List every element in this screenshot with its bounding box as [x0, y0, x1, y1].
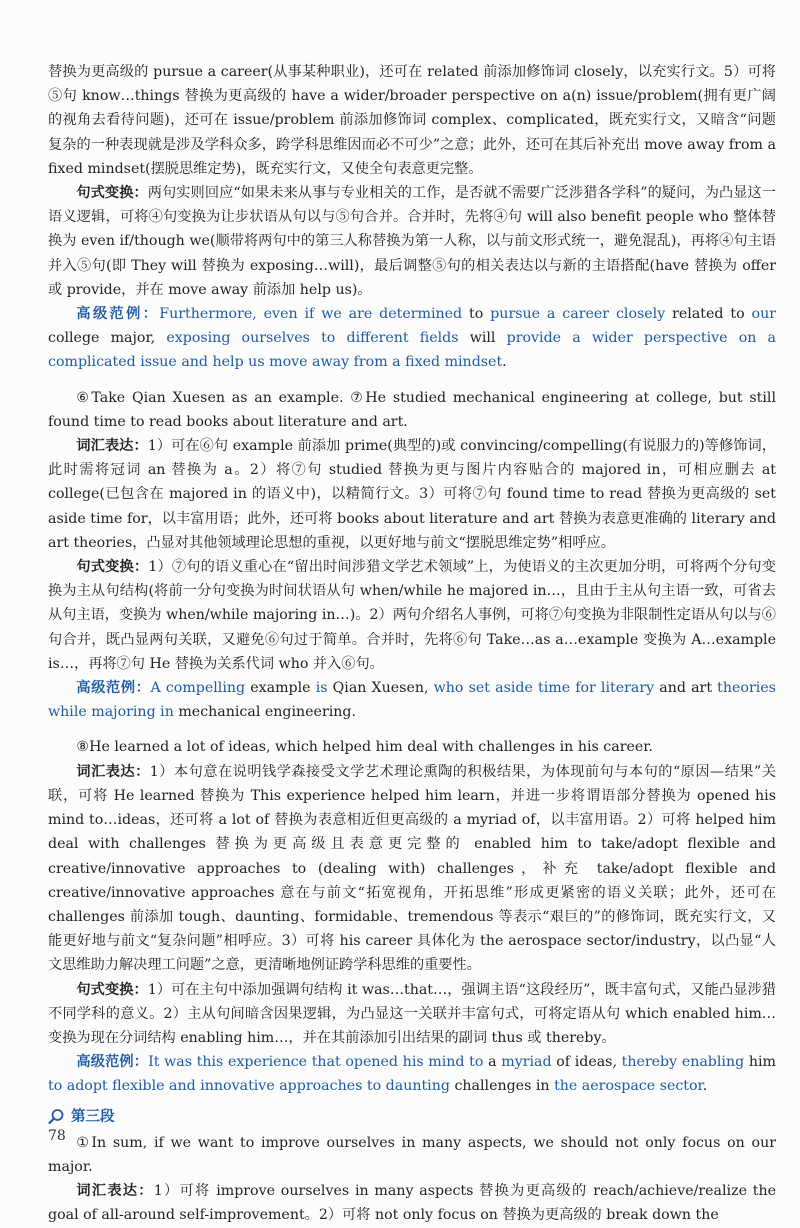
example-highlight: myriad [501, 1054, 552, 1071]
example-highlight: our [751, 306, 776, 323]
vocab-note: 替换为更高级的 pursue a career(从事某种职业)，还可在 related 前添加修饰词 closely，以充实行文。5）可将⑤句 know…things 替换为更高级的 have a wider/broader perspective on a(n) issue/problem(拥有更广阔的视角去看待问题)，还可在 issue/problem 前添加修饰词 complex、complicated，既充实行文，又暗含“问题复杂的一种表现就是涉及学科众多，跨学科思维因而必不可少”之意；此外，还可在其后补充出 move away from a fixed mindset(摆脱思维定势)，既充实行文，又使全句表意更完整。 [48, 64, 776, 177]
example-label: 高级范例： [76, 680, 151, 697]
example-highlight: A compelling [150, 680, 246, 697]
example-plain: to [462, 306, 491, 323]
example-plain: mechanical engineering. [173, 704, 357, 721]
example-highlight: provide a wider perspective on a complicated issue and help us move away from a fixed mindset [48, 330, 776, 371]
example-plain: example [245, 680, 316, 697]
example-plain: related to [665, 306, 752, 323]
source-sentence: ⑥Take Qian Xuesen as an example. ⑦He studied mechanical engineering at college, but still found time to read books about literature and art. [48, 389, 776, 430]
example-highlight: pursue a career closely [490, 306, 666, 323]
sentence-note [48, 181, 776, 302]
note-label: 句式变换： [76, 559, 149, 576]
vocab-note [48, 760, 776, 978]
example-highlight: exposing ourselves to different fields [166, 330, 459, 347]
note-label: 句式变换： [76, 981, 148, 998]
note-label: 词汇表达： [76, 763, 150, 780]
search-icon [48, 1108, 65, 1125]
example-label: 高级范例： [76, 306, 160, 323]
note-text: 1）可在主句中添加强调句结构 it was…that…，强调主语“这段经历”，既丰富句式，又能凸显涉猎不同学科的意义。2）主从句间暗含因果逻辑，为凸显这一关联并丰富句式，可将定语从句 which enabled him…变换为现在分词结构 enabling him…，并在其前添加引出结果的副词 thus 或 thereby。 [48, 981, 776, 1046]
example-highlight: Furthermore, even if we are determined [159, 306, 463, 323]
example-plain: will [458, 330, 507, 347]
example-note [48, 676, 776, 724]
example-text [48, 680, 776, 720]
note-label: 词汇表达： [76, 1183, 154, 1200]
sentence-note [48, 978, 776, 1051]
page-content [48, 60, 776, 1228]
example-plain: . [502, 354, 507, 371]
example-highlight: theories while majoring in [48, 680, 776, 721]
note-text: 1）可在⑥句 example 前添加 prime(典型的)或 convincing/compelling(有说服力的)等修饰词，此时需将冠词 an 替换为 a。2）将⑦句 studied 替换为更与图片内容贴合的 majored in，可相应删去 at college(已包含在 majored in 的语义中)，以精简行文。3）可将⑦句 found time to read 替换为更高级的 set aside time for，以丰富用语；此外，还可将 books about literature and art 替换为表意更准确的 literary and art theories，凸显对其他领域理论思想的重视，以更好地与前文“摆脱思维定势”相呼应。 [48, 438, 776, 551]
section-title: 第三段 [71, 1107, 115, 1125]
example-label: 高级范例： [76, 1054, 149, 1071]
example-plain: challenges in [449, 1078, 555, 1095]
note-text: 两句实则回应“如果未来从事与专业相关的工作，是否就不需要广泛涉猎各学科”的疑问，为凸显这一语义逻辑，可将④句变换为让步状语从句以与⑤句合并。合并时，先将④句 will also benefit people who 整体替换为 even if/though we(顺带将两句中的第三人称替换为第一人称，以与前文形式统一，避免混乱)，再将④句主语并入⑤句(即 They will 替换为 exposing…will)，最后调整⑤句的相关表达以与新的主语搭配(have 替换为 offer 或 provide，并在 move away 前添加 help us)。 [48, 185, 776, 298]
example-plain: a [483, 1054, 502, 1071]
example-plain: and art [654, 680, 718, 697]
example-highlight: to adopt flexible and innovative approaches to daunting [48, 1078, 450, 1095]
note-text: 1）本句意在说明钱学森接受文学艺术理论熏陶的积极结果，为体现前句与本句的“原因—结果”关联，可将 He learned 替换为 This experience helped him learn，并进一步将谓语部分替换为 opened his mind to…ideas，还可将 a lot of 替换为表意相近但更高级的 a myriad of，以丰富用语。2）可将 helped him deal with challenges 替换为更高级且表意更完整的 enabled him to take/adopt flexible and creative/innovative approaches to (dealing with) challenges，补充 take/adopt flexible and creative/innovative approaches 意在与前文“拓宽视角，开拓思维”形成更紧密的语义关联；此外，还可在 challenges 前添加 tough、daunting、formidable、tremendous 等表示“艰巨的”的修饰词，既充实行文，又能更好地与前文“复杂问题”相呼应。3）可将 his career 具体化为 the aerospace sector/industry，以凸显“人文思维助力解决理工问题”之意，更清晰地例证跨学科思维的重要性。 [48, 763, 776, 974]
page-number: 78 [48, 1128, 66, 1144]
group-top [48, 60, 776, 375]
example-highlight: the aerospace sector [554, 1078, 703, 1095]
example-plain: him [744, 1054, 776, 1071]
example-text [48, 1054, 776, 1094]
example-plain: college major, [48, 330, 167, 347]
example-plain: . [702, 1078, 708, 1095]
group-s6 [48, 386, 776, 725]
example-highlight: is [315, 680, 328, 697]
example-plain: of ideas, [551, 1054, 622, 1071]
example-note [48, 1050, 776, 1098]
sentence-note [48, 555, 776, 676]
note-text: 1）可将 improve ourselves in many aspects 替换为更高级的 reach/achieve/realize the goal of all-around self-improvement。2）可将 not only focus on 替换为更高级的 break down the [48, 1183, 776, 1224]
example-note [48, 302, 776, 375]
vocab-note [48, 434, 776, 555]
example-highlight: thereby enabling [621, 1054, 745, 1071]
group-s8 [48, 735, 776, 1098]
example-highlight: who set aside time for literary [433, 680, 655, 697]
source-sentence: ①In sum, if we want to improve ourselves in many aspects, we should not only focus on our major. [48, 1134, 776, 1175]
section-heading [48, 1105, 776, 1129]
note-label: 句式变换： [76, 185, 148, 202]
example-highlight: It was this experience that opened his mind to [148, 1054, 484, 1071]
vocab-note [48, 1179, 776, 1227]
source-sentence: ⑧He learned a lot of ideas, which helped him deal with challenges in his career. [76, 739, 654, 756]
group-section3 [48, 1131, 776, 1228]
note-text: 1）⑦句的语义重心在“留出时间涉猎文学艺术领域”上，为使语义的主次更加分明，可将两个分句变换为主从句结构(将前一分句变换为时间状语从句 when/while he majored in…，且由于主从句主语一致，可省去从句主语，变换为 when/while majoring in…)。2）两句介绍名人事例，可将⑦句变换为非限制性定语从句以与⑥句合并，既凸显两句关联，又避免⑥句过于简单。合并时，先将⑥句 Take…as a…example 变换为 A…example is…，再将⑦句 He 替换为关系代词 who 并入⑥句。 [48, 559, 776, 672]
note-label: 词汇表达： [76, 438, 148, 455]
example-plain: Qian Xuesen, [327, 680, 434, 697]
